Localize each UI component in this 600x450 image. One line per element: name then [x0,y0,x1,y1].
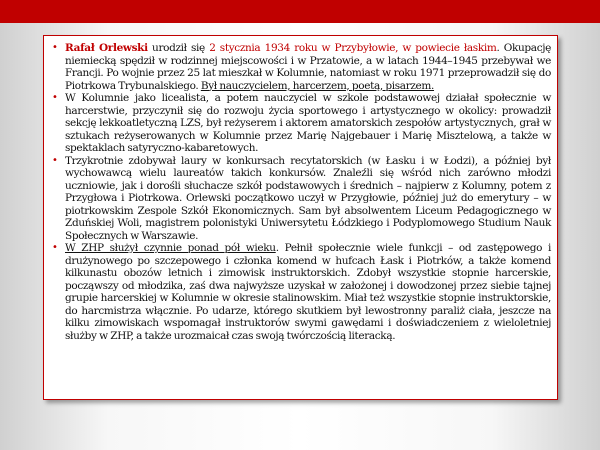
bullet-item-kolumna [52,92,551,155]
bullet-item-zhp [52,242,551,342]
bullet-list [52,42,551,342]
bullet-paragraph [65,42,551,92]
birth-date-place: 2 stycznia 1934 roku w Przybyłowie, w powiecie łaskim [209,42,497,54]
zhp-underlined: W ZHP służył czynnie ponad pół wieku [65,242,276,254]
bullet-text: . Okupację niemiecką spędził w rodzinnej miejscowości i w Przatowie, a w latach 1944–1945 przebywał we Francji. Po wojnie przez 25 lat mieszkał w Kolumnie, natomiast w roku 1971 przeprowadził się do Piotrkowa Trybunalskiego. [65,42,552,92]
bullet-item-recitation [52,155,551,243]
text-content-box [43,35,558,400]
professions-underlined: Był nauczycielem, harcerzem, poetą, pisarzem. [200,79,435,92]
bullet-paragraph [65,242,551,342]
bullet-dot-icon: • [52,92,58,103]
bullet-dot-icon: • [52,242,58,253]
bullet-item-biography [52,42,551,92]
born-prefix: urodził się [147,42,210,54]
bullet-text: . Pełnił społecznie wiele funkcji – od zastępowego i drużynowego po szczepowego i członka komend w hufcach Łask i Piotrków, a także komend kilkunastu obozów letnich i zimowisk instruktorskich. Zdobył wszystkie stopnie harcerskie, począwszy od młodzika, zaś dwa najwyższe uzyskał w założonej i dowodzonej przez siebie tajnej grupie harcerskiej w Kolumnie w okresie stalinowskim. Miał też wszystkie stopnie instruktorskie, do harcmistrza włącznie. Po udarze, którego skutkiem był lewostronny paraliż ciała, jeszcze na kilku zimowiskach wspomagał instruktorów swymi gawędami i doświadczeniem z wieloletniej służby w ZHP, a także urozmaicał czas swoją twórczością literacką. [65,242,551,342]
person-name: Rafał Orlewski [65,42,148,54]
bullet-paragraph: W Kolumnie jako licealista, a potem nauczyciel w szkole podstawowej działał społecznie w harcerstwie, przyczynił się do rozwoju życia sportowego i artystycznego w okolicy: prowadził sekcję lekkoatletyczną LZS, był reżyserem i aktorem amatorskich zespołów artystycznych, grał w sztukach reżyserowanych w Kolumnie przez Marię Najgebauer i Marię Misztelową, a także w spektaklach satyryczno-kabaretowych. [65,92,551,154]
bullet-dot-icon: • [52,154,58,166]
slide-header-bar [0,0,600,23]
bullet-dot-icon: • [52,42,58,53]
bullet-paragraph: Trzykrotnie zdobywał laury w konkursach recytatorskich (w Łasku i w Łodzi), a później był wychowawcą wielu laureatów takich konkursów. Znaleźli się wśród nich zarówno młodzi uczniowie, jak i dorośli słuchacze szkół podstawowych i średnich – najpierw z Kolumny, potem z Przygłowa i Piotrkowa. Orlewski początkowo uczył w Przygłowie, później już do emerytury – w piotrkowskim Zespole Szkół Ekonomicznych. Sam był absolwentem Liceum Pedagogicznego w Zduńskiej Woli, magistrem polonistyki Uniwersytetu Łódzkiego i Podyplomowego Studium Nauk Społecznych w Warszawie. [65,154,551,242]
